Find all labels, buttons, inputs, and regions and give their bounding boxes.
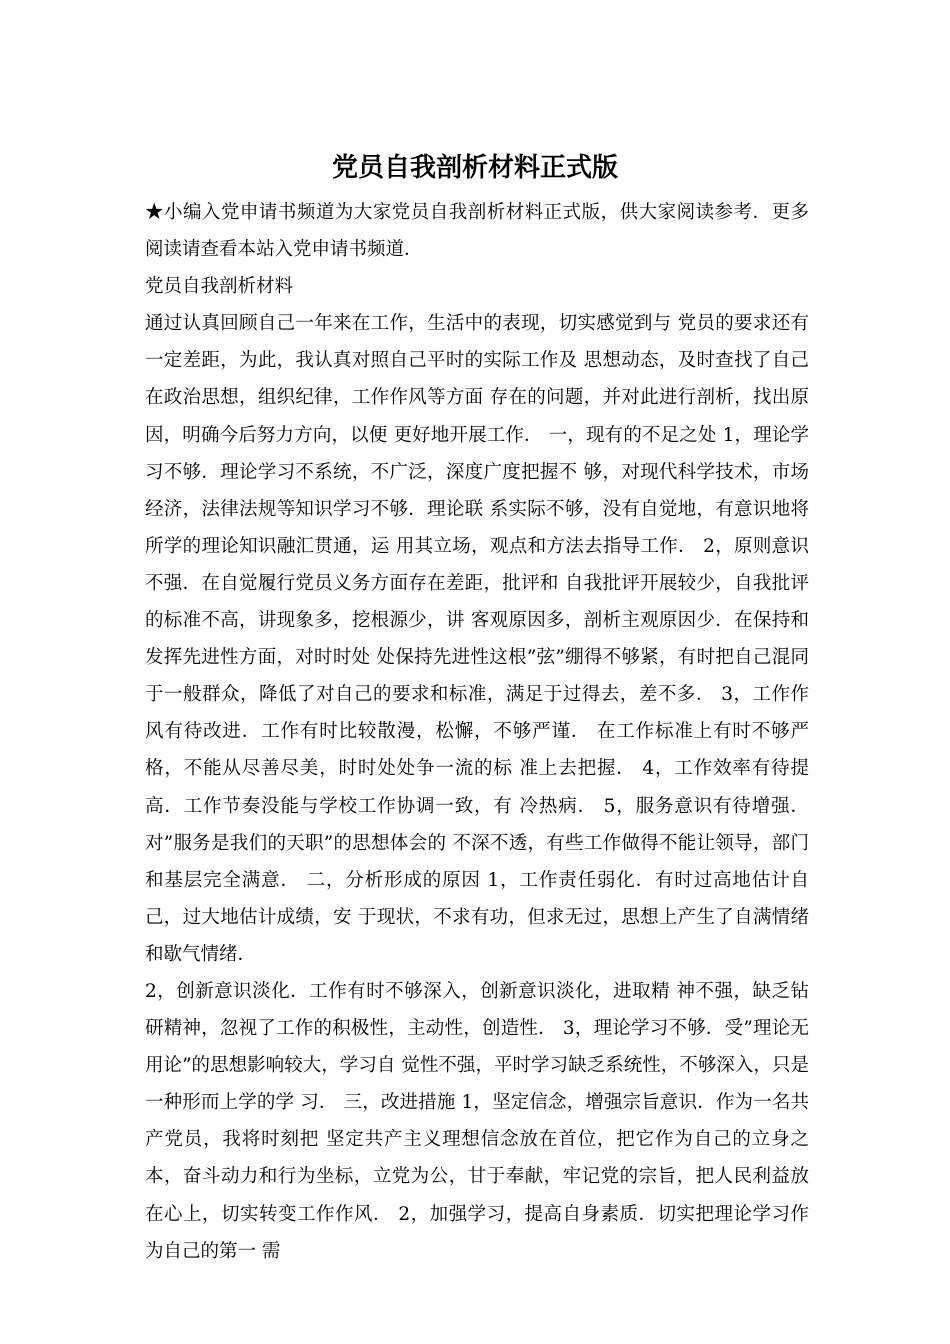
document-title: 党员自我剖析材料正式版 <box>331 153 618 183</box>
body-paragraph-1: 通过认真回顾自己一年来在工作，生活中的表现，切实感觉到与 党员的要求还有一定差距，为此，我认真对照自己平时的实际工作及 思想动态，及时查找了自己在政治思想，组织纪律，工作作风等方面 存在的问题，并对此进行剖析，找出原因，明确今后努力方向，以便 更好地开展工作． 一，现有的不足之处 1，理论学习不够．理论学习不系统，不广泛，深度广度把握不 够，对现代科学技术，市场经济，法律法规等知识学习不够．理论联 系实际不够，没有自觉地，有意识地将所学的理论知识融汇贯通，运 用其立场，观点和方法去指导工作． 2，原则意识不强．在自觉履行党员义务方面存在差距，批评和 自我批评开展较少，自我批评的标准不高，讲现象多，挖根源少，讲 客观原因多，剖析主观原因少．在保持和发挥先进性方面，对时时处 处保持先进性这根”弦”绷得不够紧，有时把自己混同于一般群众，降低了对自己的要求和标准，满足于过得去，差不多． 3，工作作风有待改进．工作有时比较散漫，松懈，不够严谨． 在工作标准上有时不够严格，不能从尽善尽美，时时处处争一流的标 准上去把握． 4，工作效率有待提高．工作节奏没能与学校工作协调一致，有 冷热病． 5，服务意识有待增强．对”服务是我们的天职”的思想体会的 不深不透，有些工作做得不能让领导，部门和基层完全满意． 二，分析形成的原因 1，工作责任弱化．有时过高地估计自己，过大地估计成绩，安 于现状，不求有功，但求无过，思想上产生了自满情绪和歇气情绪． <box>145 313 809 965</box>
section-subtitle: 党员自我剖析材料 <box>145 276 294 298</box>
body-paragraph-2: 2，创新意识淡化．工作有时不够深入，创新意识淡化，进取精 神不强，缺乏钻研精神，忽视了工作的积极性，主动性，创造性． 3，理论学习不够．受”理论无用论”的思想影响较大，学习自 觉性不强，平时学习缺乏系统性，不够深入，只是一种形而上学的学 习． 三，改进措施 1，坚定信念，增强宗旨意识．作为一名共产党员，我将时刻把 坚定共产主义理想信念放在首位，把它作为自己的立身之本，奋斗动力和行为坐标，立党为公，甘于奉献，牢记党的宗旨，把人民利益放 在心上，切实转变工作作风． 2，加强学习，提高自身素质．切实把理论学习作为自己的第一 需 <box>145 980 809 1262</box>
document-body <box>145 194 809 1270</box>
intro-paragraph: ★小编入党申请书频道为大家党员自我剖析材料正式版，供大家阅读参考．更多阅读请查看本站入党申请书频道． <box>145 202 809 261</box>
